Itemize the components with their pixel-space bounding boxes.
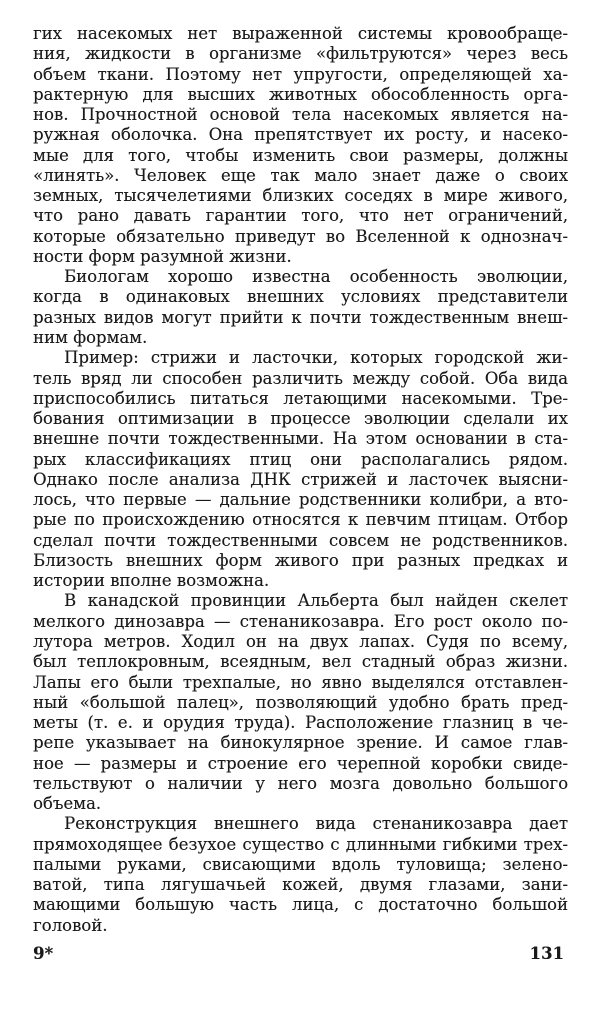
text-line: которые обязательно приведут во Вселенной к однознач- [33,226,568,246]
text-line: ное — размеры и строение его черепной коробки свиде- [33,753,568,773]
text-line: мелкого динозавра — стенаникозавра. Его рост около по- [33,611,568,631]
text-line: ности форм разумной жизни. [33,246,292,266]
text-line: головой. [33,915,108,935]
text-line: истории вполне возможна. [33,571,270,591]
text-line: разных видов могут прийти к почти тождественным внеш- [33,307,568,327]
text-line: рых классификациях птиц они располагались рядом. [33,449,568,469]
text-line: бования оптимизации в процессе эволюции сделали их [33,409,568,429]
text-line: гих насекомых нет выраженной системы кровообраще- [33,24,568,43]
text-line: когда в одинаковых внешних условиях представители [33,287,568,307]
signature-mark: 9* [33,944,54,963]
page-number: 131 [529,944,564,963]
text-line: лутора метров. Ходил он на двух лапах. Судя по всему, [33,631,568,651]
text-line: В канадской провинции Альберта был найден скелет [64,591,568,611]
page-footer [33,944,564,963]
text-line: Биологам хорошо известна особенность эволюции, [64,267,568,287]
text-line: объема. [33,794,102,814]
text-line: Пример: стрижи и ласточки, которых городской жи- [64,348,568,368]
text-block [33,24,568,936]
paragraph [33,814,568,936]
paragraph [33,267,568,348]
text-line: Лапы его были трехпалые, но явно выделялся отставлен- [33,672,568,692]
text-line: «линять». Человек еще так мало знает даже о своих [33,165,568,185]
text-line: рактерную для высших животных обособленность орга- [33,84,568,104]
text-line: лось, что первые — дальние родственники колибри, а вто- [33,490,568,510]
text-line: ный «большой палец», позволяющий удобно брать пред- [33,692,568,712]
text-line: прямоходящее безухое существо с длинными гибкими трех- [33,834,568,854]
text-line: ния, жидкости в организме «фильтруются» через весь [33,44,568,64]
text-line: меты (т. е. и орудия труда). Расположение глазниц в че- [33,713,568,733]
text-line: ватой, типа лягушачьей кожей, двумя глазами, зани- [33,875,568,895]
text-line: земных, тысячелетиями близких соседях в мире живого, [33,186,568,206]
text-line: что рано давать гарантии того, что нет ограничений, [33,206,568,226]
text-line: был теплокровным, всеядным, вел стадный образ жизни. [33,652,568,672]
text-line: рые по происхождению относятся к певчим птицам. Отбор [33,510,568,530]
text-line: Близость внешних форм живого при разных предках и [33,550,568,570]
paragraph [33,24,568,267]
text-line: объем ткани. Поэтому нет упругости, определяющей ха- [33,64,568,84]
text-line: тель вряд ли способен различить между собой. Оба вида [33,368,568,388]
text-line: репе указывает на бинокулярное зрение. И самое глав- [33,733,568,753]
text-line: мающими большую часть лица, с достаточно большой [33,895,568,915]
text-line: тельствуют о наличии у него мозга довольно большого [33,773,568,793]
text-line: Реконструкция внешнего вида стенаникозавра дает [64,814,568,834]
text-line: ним формам. [33,327,148,347]
text-line: приспособились питаться летающими насекомыми. Тре- [33,388,568,408]
text-line: палыми руками, свисающими вдоль туловища; зелено- [33,854,568,874]
text-line: нов. Прочностной основой тела насекомых является на- [33,105,568,125]
text-line: мые для того, чтобы изменить свои размеры, должны [33,145,568,165]
text-line: сделал почти тождественными совсем не родственников. [33,530,568,550]
paragraph [33,348,568,591]
text-line: внешне почти тождественными. На этом основании в ста- [33,429,568,449]
text-line: ружная оболочка. Она препятствует их росту, и насеко- [33,125,568,145]
text-line: Однако после анализа ДНК стрижей и ласточек выясни- [33,469,568,489]
paragraph [33,591,568,814]
